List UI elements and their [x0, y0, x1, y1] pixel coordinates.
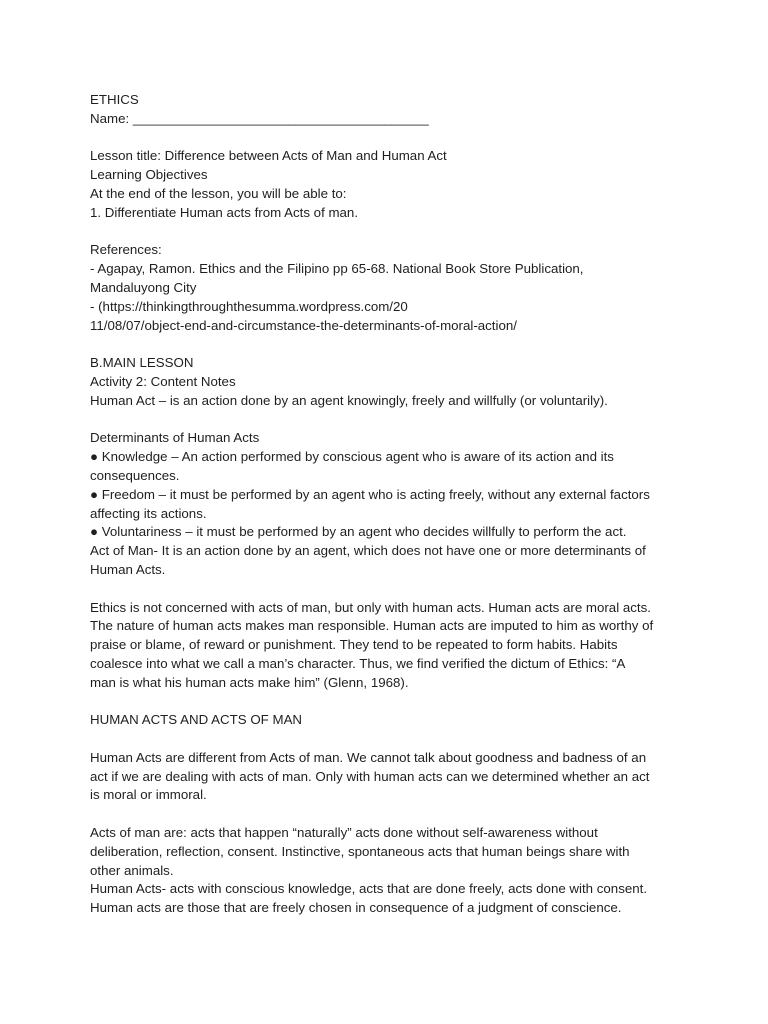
paragraph-line: Human acts are those that are freely chosen in consequence of a judgment of conscience. [90, 900, 622, 916]
spacer [90, 580, 690, 599]
paragraph-line: coalesce into what we call a man’s character. Thus, we find verified the dictum of Ethics: “A [90, 655, 626, 671]
activity-heading: Activity 2: Content Notes [90, 373, 236, 389]
spacer [90, 129, 690, 148]
paragraph-line: man is what his human acts make him” (Glenn, 1968). [90, 674, 409, 690]
bullet-voluntariness: ● Voluntariness – it must be performed by an agent who decides willfully to perform the act. [90, 524, 627, 540]
act-of-man-definition: Act of Man- It is an action done by an agent, which does not have one or more determinants of [90, 543, 646, 559]
spacer [90, 693, 690, 712]
paragraph-line: The nature of human acts makes man responsible. Human acts are imputed to him as worthy of [90, 618, 654, 634]
paragraph-line: praise or blame, of reward or punishment. They tend to be repeated to form habits. Habits [90, 637, 618, 653]
paragraph-line: act if we are dealing with acts of man. Only with human acts can we determined whether an act [90, 768, 650, 784]
document-page [90, 91, 690, 918]
reference-line: - (https://thinkingthroughthesumma.wordpress.com/20 [90, 298, 408, 314]
spacer [90, 805, 690, 824]
objectives-intro: At the end of the lesson, you will be able to: [90, 185, 347, 201]
paragraph-line: other animals. [90, 862, 174, 878]
spacer [90, 335, 690, 354]
document-heading: ETHICS [90, 92, 139, 107]
reference-line: 11/08/07/object-end-and-circumstance-the-determinants-of-moral-action/ [90, 317, 517, 333]
spacer [90, 223, 690, 242]
paragraph-line: Human Acts are different from Acts of man. We cannot talk about goodness and badness of an [90, 749, 647, 765]
section-heading: HUMAN ACTS AND ACTS OF MAN [90, 712, 303, 728]
bullet-freedom-continued: affecting its actions. [90, 505, 207, 521]
references-heading: References: [90, 242, 162, 258]
paragraph-line: Human Acts- acts with conscious knowledge, acts that are done freely, acts done with consent. [90, 881, 648, 897]
spacer [90, 730, 690, 749]
objective-item: 1. Differentiate Human acts from Acts of man. [90, 204, 359, 220]
main-lesson-heading: B.MAIN LESSON [90, 355, 194, 371]
name-field-label: Name: ________________________________________ [90, 110, 429, 126]
human-act-definition: Human Act – is an action done by an agent knowingly, freely and willfully (or voluntarily). [90, 392, 608, 408]
objectives-heading: Learning Objectives [90, 167, 208, 183]
bullet-knowledge: ● Knowledge – An action performed by conscious agent who is aware of its action and its [90, 449, 614, 465]
reference-line: Mandaluyong City [90, 279, 197, 295]
paragraph-line: Ethics is not concerned with acts of man, but only with human acts. Human acts are moral acts. [90, 599, 651, 615]
bullet-freedom: ● Freedom – it must be performed by an agent who is acting freely, without any external factors [90, 486, 650, 502]
spacer [90, 411, 690, 430]
lesson-title: Lesson title: Difference between Acts of Man and Human Act [90, 148, 447, 164]
paragraph-line: deliberation, reflection, consent. Instinctive, spontaneous acts that human beings share with [90, 843, 630, 859]
paragraph-line: is moral or immoral. [90, 787, 207, 803]
paragraph-line: Acts of man are: acts that happen “naturally” acts done without self-awareness without [90, 825, 598, 841]
act-of-man-definition-continued: Human Acts. [90, 561, 166, 577]
reference-line: - Agapay, Ramon. Ethics and the Filipino pp 65-68. National Book Store Publication, [90, 261, 584, 277]
bullet-knowledge-continued: consequences. [90, 467, 180, 483]
determinants-heading: Determinants of Human Acts [90, 430, 260, 446]
